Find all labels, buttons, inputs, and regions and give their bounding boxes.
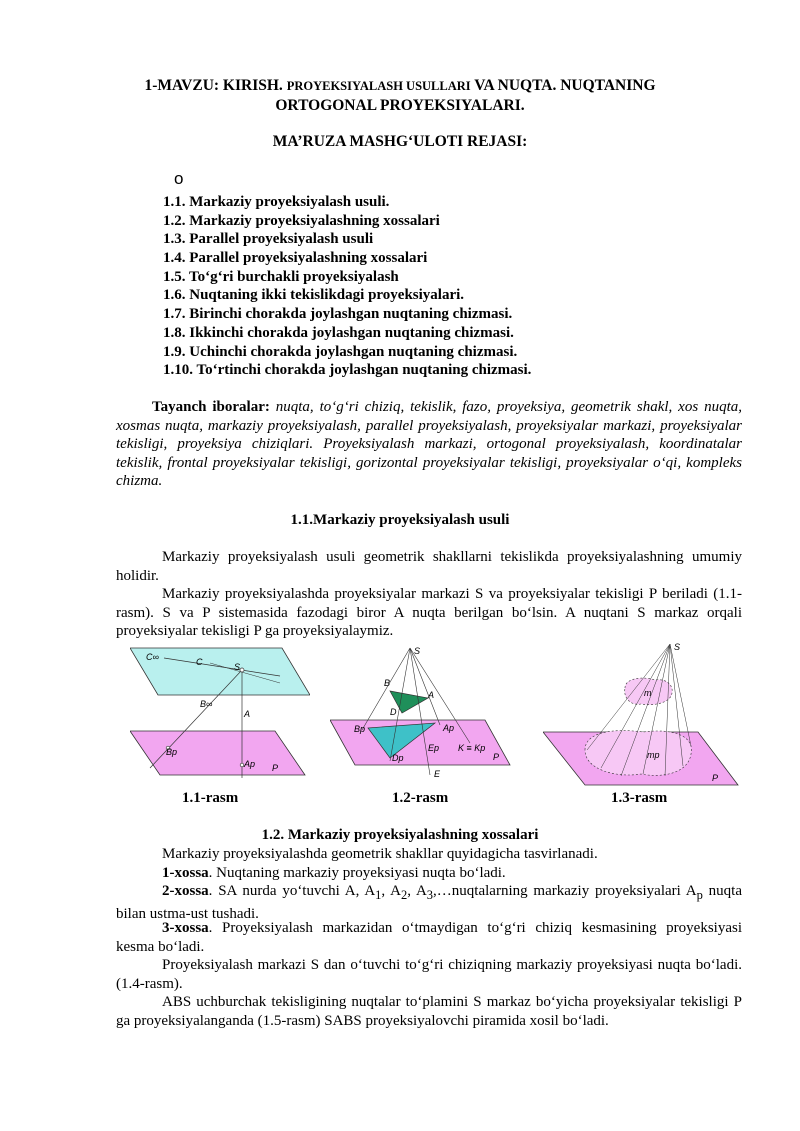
label-ap: Ap <box>244 759 256 769</box>
figure-1-1 <box>130 643 310 783</box>
toc-item: 1.2. Markaziy proyeksiyalashning xossalari <box>163 212 440 229</box>
label-p: P <box>493 752 500 762</box>
label-c-inf: C∞ <box>146 652 159 662</box>
figure-1-2 <box>330 643 520 783</box>
figure-caption: 1.3-rasm <box>611 790 668 806</box>
figure-1-3 <box>543 640 743 786</box>
toc-item: 1.5. To‘g‘ri burchakli proyeksiyalash <box>163 268 399 285</box>
label-bp: Bp <box>354 724 366 734</box>
label-ep: Ep <box>428 743 440 753</box>
toc-item: 1.8. Ikkinchi chorakda joylashgan nuqtaning chizmasi. <box>163 324 514 341</box>
label-b-inf: B∞ <box>200 699 213 709</box>
label-s: S <box>414 646 421 656</box>
label-c: C <box>196 657 203 667</box>
paragraph: ABS uchburchak tekisligining nuqtalar to‘plamini S markaz bo‘yicha proyeksiyalar tekisligi P ga proyeksiyalanganda (1.5-rasm) SABS proyeksiyalovchi piramida xosil bo‘ladi. <box>116 994 742 1029</box>
section-heading-1-1: 1.1.Markaziy proyeksiyalash usuli <box>290 512 510 528</box>
keywords-text: nuqta, to‘g‘ri chiziq, tekislik, fazo, proyeksiya, geometrik shakl, xos nuqta, xosmas nuqta, markaziy proyeksiyalash, parallel proyeksiyalash, proyeksiyalar markazi, proyeksiyalar tekisligi, proyeksiya chiziqlari. Proyeksiyalash markazi, ortogonal proyeksiyalash, koordinatalar tekislik, frontal proyeksiyalar tekisligi, gorizontal proyeksiyalar tekisligi, proyeksiyalar o‘qi, kompleks chizma. <box>116 399 742 490</box>
label-s: S <box>234 662 241 672</box>
label-d: D <box>390 707 397 717</box>
label-k: K ≡ Kp <box>458 743 486 753</box>
toc-item: 1.6. Nuqtaning ikki tekislikdagi proyeksiyalari. <box>163 287 465 304</box>
label-s: S <box>674 642 681 652</box>
title-part-2: PROYEKSIYALASH USULLARI <box>286 79 471 93</box>
toc-item: 1.7. Birinchi chorakda joylashgan nuqtaning chizmasi. <box>163 306 513 323</box>
toc-item: 1.10. To‘rtinchi chorakda joylashgan nuqtaning chizmasi. <box>163 362 532 379</box>
title-part-3: VA NUQTA. NUQTANING <box>470 77 656 94</box>
label-b: B <box>384 678 391 688</box>
section-heading-1-2: 1.2. Markaziy proyeksiyalashning xossalari <box>261 827 539 843</box>
label-ap: Ap <box>443 723 455 733</box>
toc-item: 1.3. Parallel proyeksiyalash usuli <box>163 231 374 248</box>
figure-caption: 1.2-rasm <box>392 790 449 806</box>
paragraph: Markaziy proyeksiyalashda proyeksiyalar markazi S va proyeksiyalar tekisligi P beriladi (1.1-rasm). S va P sistemasida fazodagi biror A nuqta berilgan bo‘lsin. A nuqtani S markaz orqali proyeksiyalar tekisligi P ga proyeksiyalaymiz. <box>116 586 742 640</box>
plane-pink <box>130 731 305 775</box>
label-a: A <box>428 690 435 700</box>
page-title <box>100 76 700 115</box>
plan-heading: MA’RUZA MASHG‘ULOTI REJASI: <box>272 133 528 150</box>
toc-item: 1.1. Markaziy proyeksiyalash usuli. <box>163 194 390 210</box>
paragraph: Markaziy proyeksiyalashda geometrik shakllar quyidagicha tasvirlanadi. <box>162 846 598 862</box>
label-e: E <box>434 769 441 779</box>
toc-item: 1.9. Uchinchi chorakda joylashgan nuqtaning chizmasi. <box>163 343 518 360</box>
title-part-1: 1-MAVZU: KIRISH. <box>144 77 287 94</box>
table-of-contents <box>163 193 531 380</box>
figure-caption: 1.1-rasm <box>182 790 239 806</box>
label-p: P <box>712 773 719 783</box>
label-mp: mp <box>647 750 660 760</box>
title-line-2: ORTOGONAL PROYEKSIYALARI. <box>275 97 525 114</box>
paragraph: Proyeksiyalash markazi S dan o‘tuvchi to‘g‘ri chiziqning markaziy proyeksiyasi nuqta bo‘ladi. (1.4-rasm). <box>116 957 742 992</box>
paragraph: Markaziy proyeksiyalash usuli geometrik shakllarni tekislikda proyeksiyalashning umumiy holidir. <box>116 549 742 584</box>
keywords-paragraph <box>116 398 742 491</box>
label-dp: Dp <box>392 753 404 763</box>
label-bp: Bp <box>166 747 178 757</box>
property-1: 1-xossa. Nuqtaning markaziy proyeksiyasi nuqta bo‘ladi. <box>162 865 506 881</box>
keywords-label: Tayanch iboralar: <box>152 399 270 415</box>
property-2: 2-xossa. SA nurda yo‘tuvchi A, $A_1$, $A_2$, $A_3,\dots nuqtalarning$ markaziy proyeksiyalari $A_p$ nuqta bilan ustma-ust tushadi. <box>116 883 742 922</box>
toc-item: 1.4. Parallel proyeksiyalashning xossalari <box>163 250 428 267</box>
base-curve <box>585 731 691 776</box>
property-3: 3-xossa. Proyeksiyalash markazidan o‘tmaydigan to‘g‘ri chiziq kesmasining proyeksiyasi kesma bo‘ladi. <box>116 920 742 955</box>
bullet-marker: o <box>174 169 184 188</box>
label-a: A <box>244 709 251 719</box>
label-m: m <box>644 688 652 698</box>
label-p: P <box>272 763 279 773</box>
